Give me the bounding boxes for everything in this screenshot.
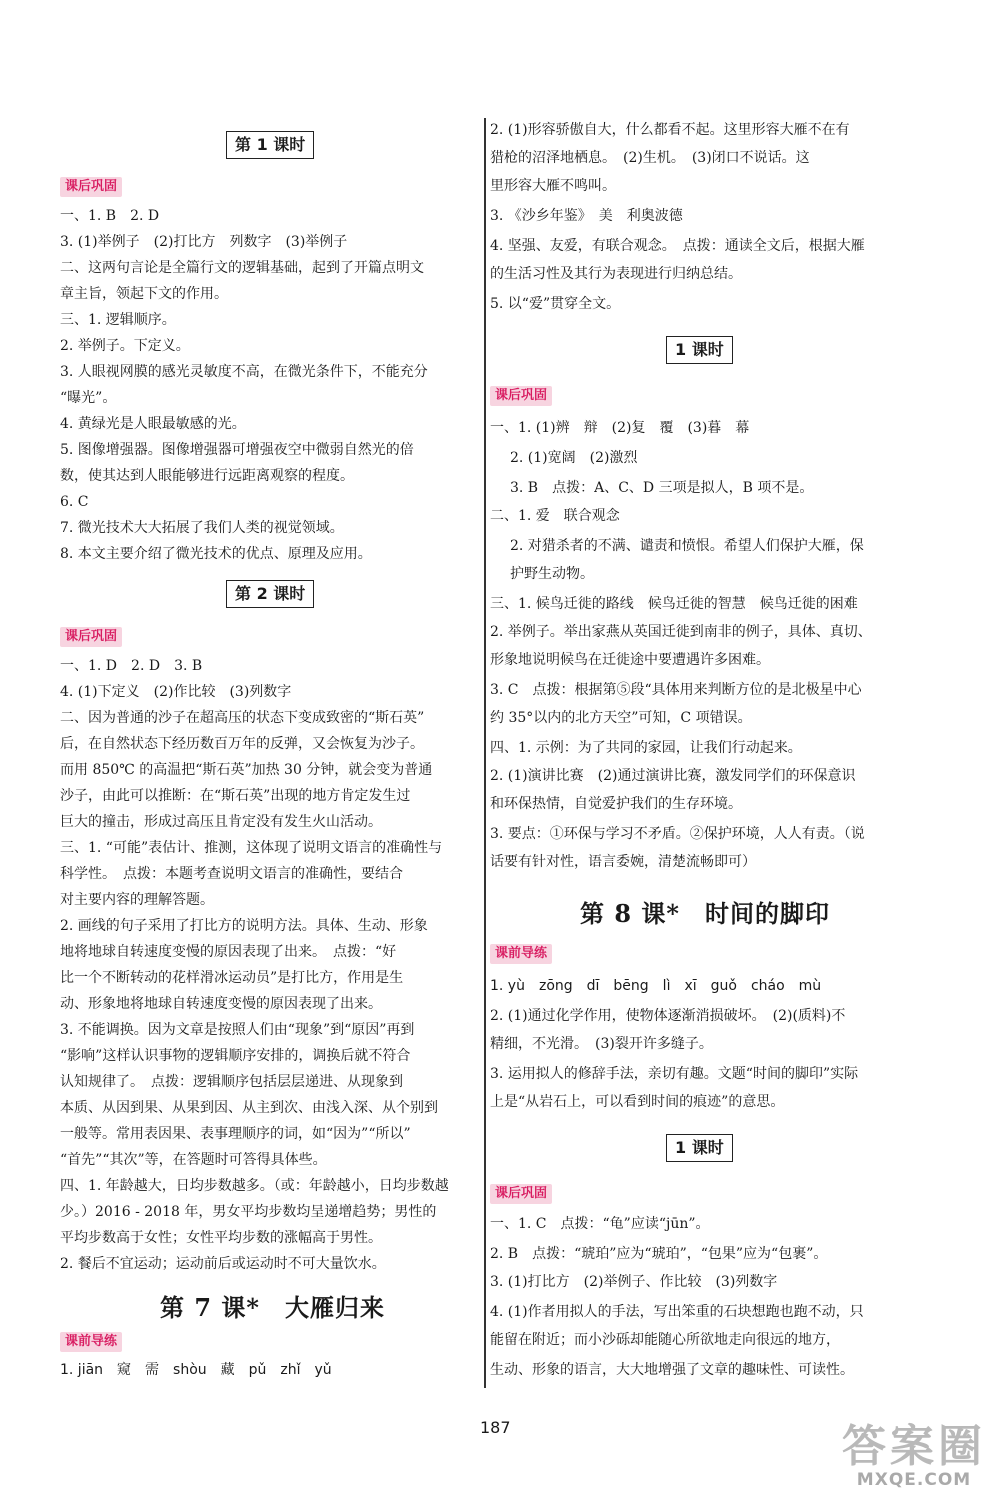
section-tag-homework-4: 课后巩固 <box>490 1184 552 1204</box>
answer-line: 4. 坚强、友爱，有联合观念。 点拨：通读全文后，根据大雁 <box>490 238 865 254</box>
answer-line: 4. (1)作者用拟人的手法，写出笨重的石块想跑也跑不动，只 <box>490 1304 864 1320</box>
answer-line: 3. 不能调换。因为文章是按照人们由“现象”到“原因”再到 <box>60 1022 415 1038</box>
answer-line: 2. (1)演讲比赛 (2)通过演讲比赛，激发同学们的环保意识 <box>490 768 856 784</box>
answer-line: 3. 《沙乡年鉴》 美 利奥波德 <box>490 208 683 224</box>
section-tag-homework-3: 课后巩固 <box>490 386 552 406</box>
lesson-heading-2: 第 2 课时 <box>226 580 314 608</box>
answer-line: 二、这两句言论是全篇行文的逻辑基础，起到了开篇点明文 <box>60 260 424 276</box>
answer-line: 而用 850℃ 的高温把“斯石英”加热 30 分钟，就会变为普通 <box>60 762 433 778</box>
answer-line: 科学性。 点拨：本题考查说明文语言的准确性，要结合 <box>60 866 403 882</box>
answer-line: 一般等。常用表因果、表事理顺序的词，如“因为”“所以” <box>60 1126 411 1142</box>
answer-line: 3. (1)打比方 (2)举例子、作比较 (3)列数字 <box>490 1274 778 1290</box>
answer-line: 和环保热情，自觉爱护我们的生存环境。 <box>490 796 742 812</box>
answer-line: 里形容大雁不鸣叫。 <box>490 178 616 194</box>
column-divider <box>484 118 486 1388</box>
answer-line: 四、1. 示例：为了共同的家园，让我们行动起来。 <box>490 740 802 756</box>
answer-line: 后，在自然状态下经历数百万年的反弹，又会恢复为沙子。 <box>60 736 424 752</box>
section-tag-homework-1: 课后巩固 <box>60 177 122 197</box>
answer-line: 8. 本文主要介绍了微光技术的优点、原理及应用。 <box>60 546 372 562</box>
answer-line: 3. C 点拨：根据第⑤段“具体用来判断方位的是北极星中心 <box>490 682 862 698</box>
answer-line: 三、1. 逻辑顺序。 <box>60 312 176 328</box>
answer-line: 2. 举例子。下定义。 <box>60 338 190 354</box>
lesson-heading-1: 第 1 课时 <box>226 131 314 159</box>
answer-line: 能留在附近；而小沙砾却能随心所欲地走向很远的地方， <box>490 1332 840 1348</box>
answer-line: 动、形象地将地球自转速度变慢的原因表现了出来。 <box>60 996 382 1012</box>
answer-line: 对主要内容的理解答题。 <box>60 892 214 908</box>
answer-line: 3. (1)举例子 (2)打比方 列数字 (3)举例子 <box>60 234 348 250</box>
answer-line: 三、1. “可能”表估计、推测，这体现了说明文语言的准确性与 <box>60 840 443 856</box>
answer-line: 生动、形象的语言，大大地增强了文章的趣味性、可读性。 <box>490 1362 854 1378</box>
answer-line: “影响”这样认识事物的逻辑顺序安排的，调换后就不符合 <box>60 1048 411 1064</box>
section-tag-preview-2: 课前导练 <box>490 944 552 964</box>
answer-line: 一、1. C 点拨：“龟”应读“jūn”。 <box>490 1216 710 1232</box>
answer-line: 话要有针对性，语言委婉，清楚流畅即可） <box>490 854 756 870</box>
section-tag-homework-2: 课后巩固 <box>60 627 122 647</box>
answer-line: 2. 餐后不宜运动；运动前后或运动时不可大量饮水。 <box>60 1256 386 1272</box>
answer-line: 数，使其达到人眼能够进行远距离观察的程度。 <box>60 468 354 484</box>
answer-line: “首先”“其次”等，在答题时可答得具体些。 <box>60 1152 327 1168</box>
watermark-logo <box>842 1423 986 1489</box>
answer-line: 7. 微光技术大大拓展了我们人类的视觉领域。 <box>60 520 344 536</box>
lesson-title-7: 第 7 课* 大雁归来 <box>160 1293 385 1322</box>
answer-line: 三、1. 候鸟迁徙的路线 候鸟迁徙的智慧 候鸟迁徙的困难 <box>490 596 858 612</box>
pinyin-line: 1. yù zōng dī bēng lì xī guǒ cháo mù <box>490 978 822 994</box>
page-number: 187 <box>480 1418 511 1437</box>
answer-line: 四、1. 年龄越大，日均步数越多。（或：年龄越小，日均步数越 <box>60 1178 449 1194</box>
pinyin-line: 1. jiān 窥 需 shòu 藏 pǔ zhǐ yǔ <box>60 1362 332 1378</box>
answer-line: 的生活习性及其行为表现进行归纳总结。 <box>490 266 742 282</box>
watermark-line2: MXQE.COM <box>856 1470 972 1490</box>
answer-line: 3. B 点拨：A、C、D 三项是拟人，B 项不是。 <box>510 480 814 496</box>
answer-line: 上是“从岩石上，可以看到时间的痕迹”的意思。 <box>490 1094 785 1110</box>
answer-line: 本质、从因到果、从果到因、从主到次、由浅入深、从个别到 <box>60 1100 438 1116</box>
answer-line: 平均步数高于女性；女性平均步数的涨幅高于男性。 <box>60 1230 382 1246</box>
answer-line: 猎枪的沼泽地栖息。 (2)生机。 (3)闭口不说话。这 <box>490 150 810 166</box>
answer-line: 3. 要点：①环保与学习不矛盾。②保护环境，人人有责。（说 <box>490 826 865 842</box>
answer-line: 5. 图像增强器。图像增强器可增强夜空中微弱自然光的倍 <box>60 442 414 458</box>
answer-line: 2. 画线的句子采用了打比方的说明方法。具体、生动、形象 <box>60 918 428 934</box>
answer-line: 一、1. B 2. D <box>60 208 160 224</box>
answer-line: 2. B 点拨：“琥珀”应为“琥珀”，“包果”应为“包裹”。 <box>490 1246 828 1262</box>
lesson-heading-3: 1 课时 <box>666 336 733 364</box>
answer-line: 3. 人眼视网膜的感光灵敏度不高，在微光条件下，不能充分 <box>60 364 428 380</box>
answer-line: 比一个不断转动的花样滑冰运动员”是打比方，作用是生 <box>60 970 404 986</box>
answer-line: 护野生动物。 <box>510 566 594 582</box>
answer-line: 2. 举例子。举出家燕从英国迁徙到南非的例子，具体、真切、 <box>490 624 872 640</box>
answer-line: 地将地球自转速度变慢的原因表现了出来。 点拨：“好 <box>60 944 397 960</box>
answer-line: 二、1. 爱 联合观念 <box>490 508 620 524</box>
answer-line: 6. C <box>60 494 89 510</box>
answer-line: 认知规律了。 点拨：逻辑顺序包括层层递进、从现象到 <box>60 1074 403 1090</box>
answer-line: 精细，不光滑。 (3)裂开许多缝子。 <box>490 1036 713 1052</box>
answer-line: 沙子，由此可以推断：在“斯石英”出现的地方肯定发生过 <box>60 788 411 804</box>
watermark-line1: 答案圈 <box>842 1421 986 1472</box>
answer-line: 2. 对猎杀者的不满、谴责和愤恨。希望人们保护大雁，保 <box>510 538 864 554</box>
answer-line: 章主旨，领起下文的作用。 <box>60 286 228 302</box>
answer-line: 一、1. (1)辨 辩 (2)复 覆 (3)暮 幕 <box>490 420 750 436</box>
answer-line: 二、因为普通的沙子在超高压的状态下变成致密的“斯石英” <box>60 710 425 726</box>
lesson-heading-4: 1 课时 <box>666 1134 733 1162</box>
answer-line: 2. (1)形容骄傲自大，什么都看不起。这里形容大雁不在有 <box>490 122 850 138</box>
answer-line: 4. 黄绿光是人眼最敏感的光。 <box>60 416 246 432</box>
answer-line: 2. (1)通过化学作用，使物体逐渐消损破坏。 (2)(质料)不 <box>490 1008 846 1024</box>
lesson-title-8: 第 8 课* 时间的脚印 <box>580 899 830 928</box>
answer-line: 4. (1)下定义 (2)作比较 (3)列数字 <box>60 684 292 700</box>
section-tag-preview: 课前导练 <box>60 1332 122 1352</box>
answer-line: “曝光”。 <box>60 390 117 406</box>
answer-line: 5. 以“爱”贯穿全文。 <box>490 296 621 312</box>
answer-line: 2. (1)宽阔 (2)激烈 <box>510 450 638 466</box>
answer-line: 一、1. D 2. D 3. B <box>60 658 203 674</box>
answer-line: 巨大的撞击，形成过高压且肯定没有发生火山活动。 <box>60 814 382 830</box>
answer-line: 约 35°以内的北方天空”可知，C 项错误。 <box>490 710 752 726</box>
answer-line: 形象地说明候鸟在迁徙途中要遭遇许多困难。 <box>490 652 770 668</box>
answer-line: 少。）2016 - 2018 年，男女平均步数均呈递增趋势；男性的 <box>60 1204 437 1220</box>
answer-line: 3. 运用拟人的修辞手法，亲切有趣。文题“时间的脚印”实际 <box>490 1066 859 1082</box>
